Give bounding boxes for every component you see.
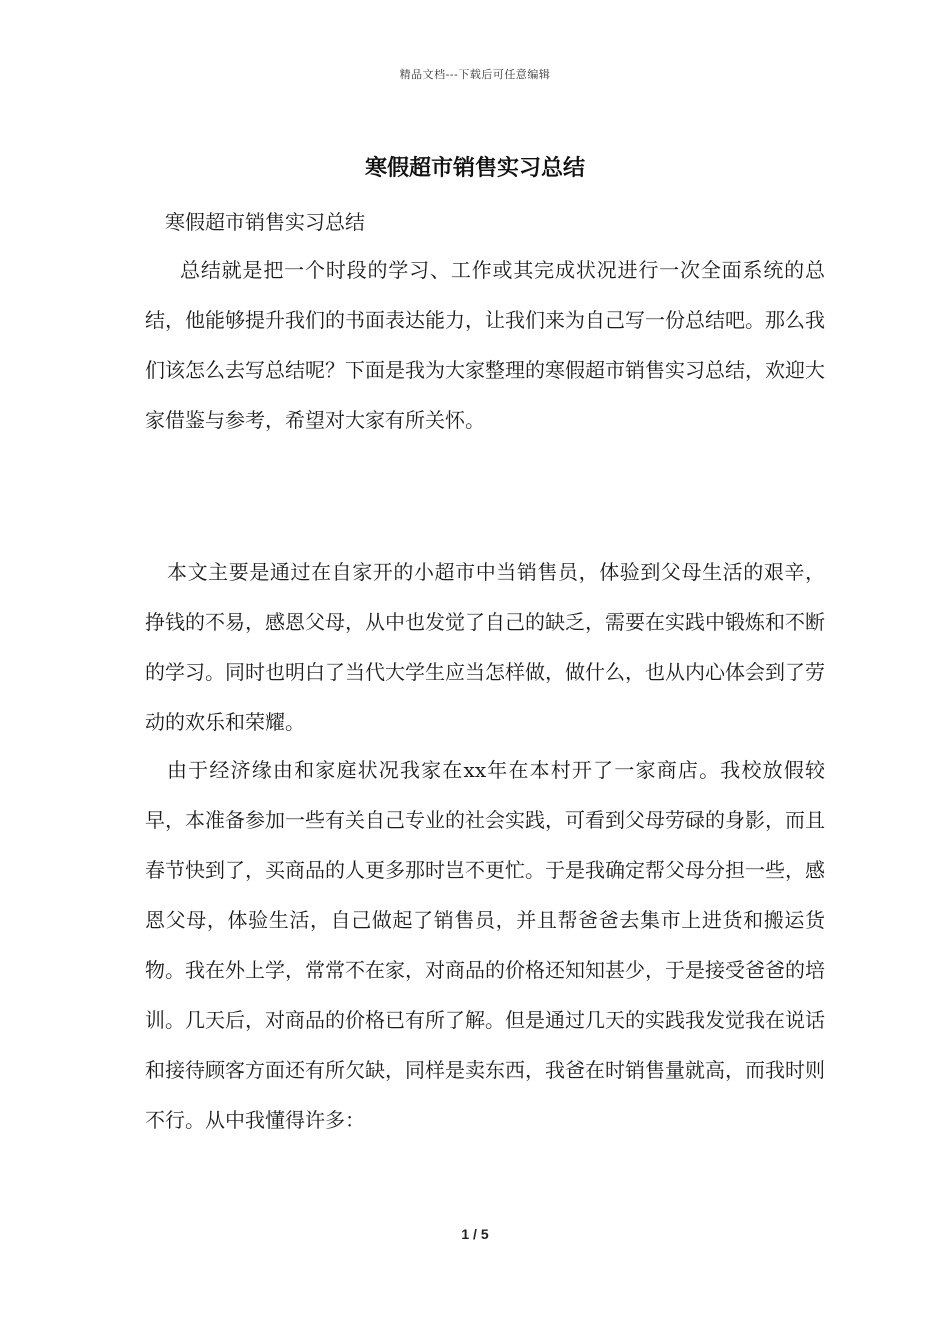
paragraph-summary: 本文主要是通过在自家开的小超市中当销售员，体验到父母生活的艰辛，挣钱的不易，感恩父母，从中也发觉了自己的缺乏，需要在实践中锻炼和不断的学习。同时也明白了当代大学生应当怎样做，做什么，也从内心体会到了劳动的欢乐和荣耀。 [145, 560, 825, 734]
paragraph-intro: 总结就是把一个时段的学习、工作或其完成状况进行一次全面系统的总结，他能够提升我们的书面表达能力，让我们来为自己写一份总结吧。那么我们该怎么去写总结呢？下面是我为大家整理的寒假超市销售实习总结，欢迎大家借鉴与参考，希望对大家有所关怀。 [145, 258, 825, 432]
document-title: 寒假超市销售实习总结 [364, 155, 585, 181]
header-note: 精品文档---下载后可任意编辑 [399, 68, 551, 81]
paragraph-background: 由于经济缘由和家庭状况我家在xx年在本村开了一家商店。我校放假较早，本准备参加一些有关自己专业的社会实践，可看到父母劳碌的身影，而且春节快到了，买商品的人更多那时岂不更忙。于是我确定帮父母分担一些，感恩父母，体验生活，自己做起了销售员，并且帮爸爸去集市上进货和搬运货物。我在外上学，常常不在家，对商品的价格还知知甚少，于是接受爸爸的培训。几天后，对商品的价格已有所了解。但是通过几天的实践我发觉我在说话和接待顾客方面还有所欠缺，同样是卖东西，我爸在时销售量就高，而我时则不行。从中我懂得许多： [145, 758, 825, 1132]
page-indicator: 1 / 5 [461, 1226, 489, 1242]
document-subtitle: 寒假超市销售实习总结 [165, 210, 365, 234]
